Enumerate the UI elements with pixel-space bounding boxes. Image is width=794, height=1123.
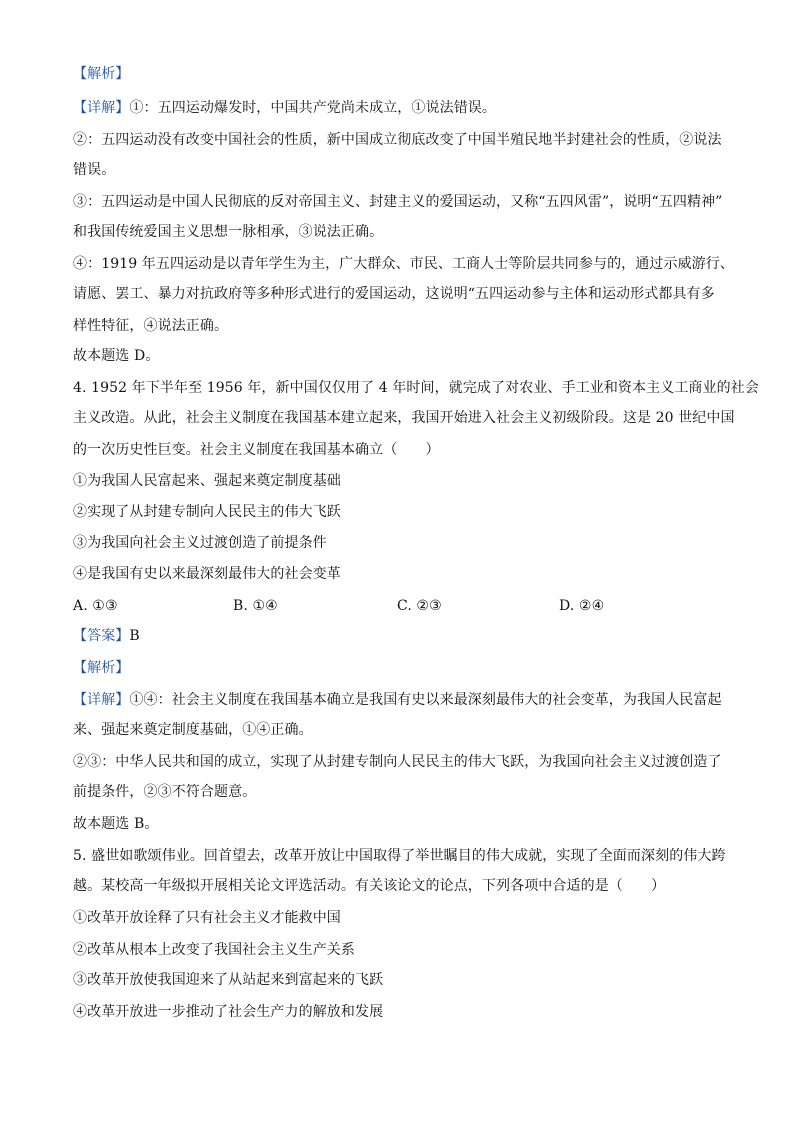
analysis2-line-1 (73, 690, 722, 710)
detail-line-8: 样性特征，④说法正确。 (73, 318, 229, 334)
analysis-heading: 【解析】 (73, 66, 130, 82)
question5-line-2: 越。某校高一年级拟开展相关论文评选活动。有关该论文的论点，下列各项中合适的是（ ） (73, 878, 666, 894)
detail-tag-2: 【详解】 (73, 692, 130, 708)
analysis2-conclusion: 故本题选 B。 (73, 816, 159, 832)
option-b: B. ①④ (233, 598, 278, 614)
question4-statement-2: ②实现了从封建专制向人民民主的伟大飞跃 (73, 504, 341, 520)
question5-statement-4: ④改革开放进一步推动了社会生产力的解放和发展 (73, 1004, 384, 1020)
question4-statement-1: ①为我国人民富起来、强起来奠定制度基础 (73, 473, 341, 489)
question5-statement-2: ②改革从根本上改变了我国社会主义生产关系 (73, 942, 355, 958)
detail-line-3: 错误。 (73, 162, 116, 178)
detail-line-7: 请愿、罢工、暴力对抗政府等多种形式进行的爱国运动，这说明“五四运动参与主体和运动形式都具有多 (73, 286, 715, 302)
option-a: A. ①③ (73, 598, 118, 614)
analysis2-line-2: 来、强起来奠定制度基础，①④正确。 (73, 722, 313, 738)
detail-text: ①：五四运动爆发时，中国共产党尚未成立，①说法错误。 (129, 100, 497, 116)
detail-tag: 【详解】 (73, 100, 130, 116)
question4-line-3: 的一次历史性巨变。社会主义制度在我国基本确立（ ） (73, 442, 440, 458)
answer-line (73, 626, 140, 646)
analysis2-line-4: 前提条件，②③不符合题意。 (73, 784, 257, 800)
question5-statement-1: ①改革开放诠释了只有社会主义才能救中国 (73, 910, 341, 926)
answer-tag: 【答案】 (73, 628, 130, 644)
question5-statement-3: ③改革开放使我国迎来了从站起来到富起来的飞跃 (73, 972, 384, 988)
option-d: D. ②④ (559, 598, 605, 614)
question4-line-2: 主义改造。从此，社会主义制度在我国基本建立起来，我国开始进入社会主义初级阶段。这是 20 世纪中国 (73, 410, 735, 426)
detail-line-1 (73, 98, 496, 118)
question4-options (73, 596, 713, 616)
detail-line-2: ②：五四运动没有改变中国社会的性质，新中国成立彻底改变了中国半殖民地半封建社会的性质，②说法 (73, 132, 722, 148)
detail-line-6: ④：1919 年五四运动是以青年学生为主，广大群众、市民、工商人士等阶层共同参与的，通过示威游行、 (73, 256, 734, 272)
analysis-heading-2: 【解析】 (73, 660, 130, 676)
option-c: C. ②③ (397, 598, 442, 614)
question4-line-1: 4. 1952 年下半年至 1956 年，新中国仅仅用了 4 年时间，就完成了对农业、手工业和资本主义工商业的社会 (73, 380, 759, 396)
analysis2-line-3: ②③：中华人民共和国的成立，实现了从封建专制向人民民主的伟大飞跃，为我国向社会主义过渡创造了 (73, 754, 722, 770)
conclusion-line: 故本题选 D。 (73, 348, 160, 364)
detail-line-5: 和我国传统爱国主义思想一脉相承，③说法正确。 (73, 224, 384, 240)
analysis2-text: ①④：社会主义制度在我国基本确立是我国有史以来最深刻最伟大的社会变革，为我国人民富起 (129, 692, 722, 708)
detail-line-4: ③：五四运动是中国人民彻底的反对帝国主义、封建主义的爱国运动，又称“五四风雷”，说明“五四精神” (73, 194, 723, 210)
answer-value: B (129, 628, 140, 644)
question5-line-1: 5. 盛世如歌颂伟业。回首望去，改革开放让中国取得了举世瞩目的伟大成就，实现了全面而深刻的伟大跨 (73, 848, 726, 864)
question4-statement-4: ④是我国有史以来最深刻最伟大的社会变革 (73, 566, 341, 582)
question4-statement-3: ③为我国向社会主义过渡创造了前提条件 (73, 535, 327, 551)
